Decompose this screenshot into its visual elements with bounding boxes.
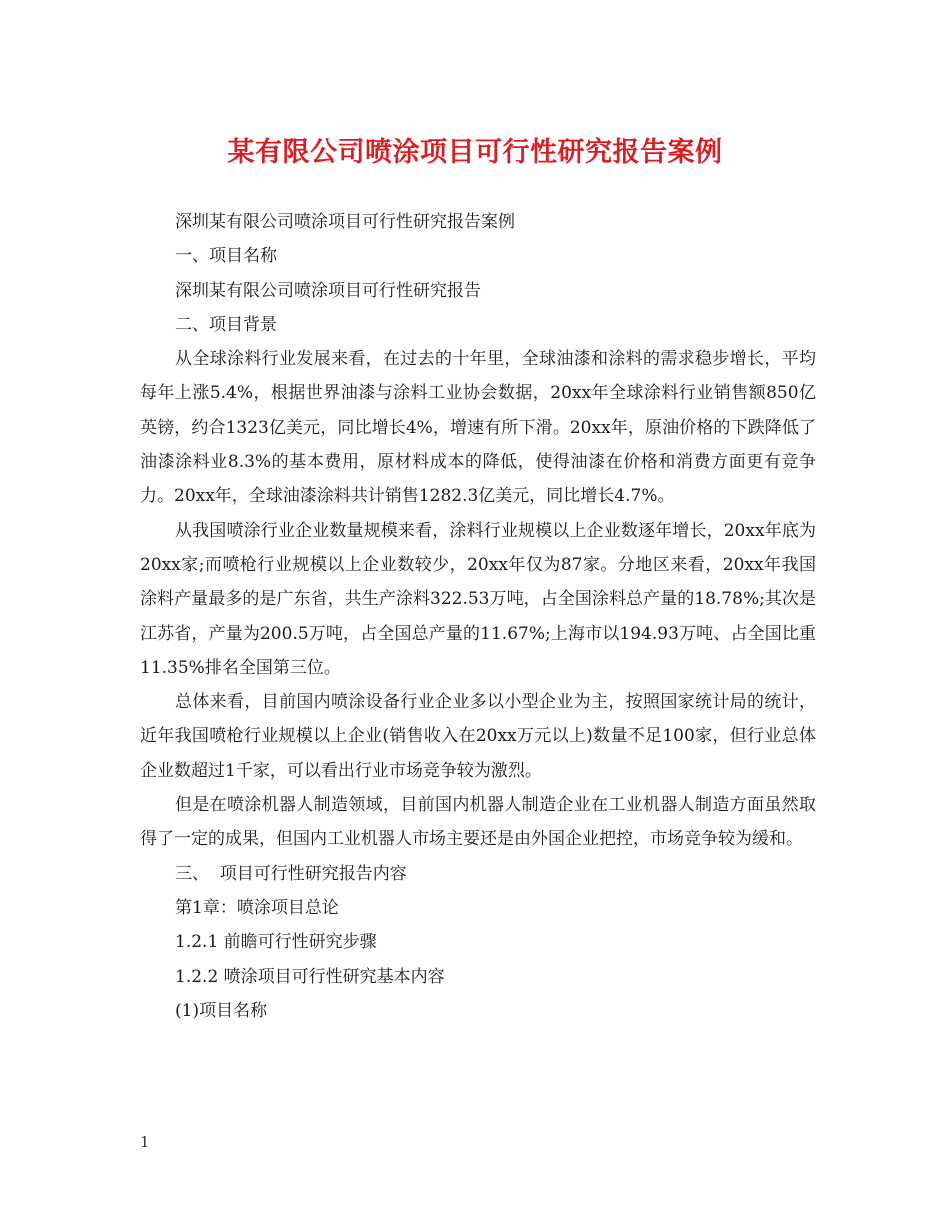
subtitle-line: 深圳某有限公司喷涂项目可行性研究报告案例 <box>175 212 515 232</box>
project-name-line: 深圳某有限公司喷涂项目可行性研究报告 <box>175 280 481 301</box>
paragraph-domestic-scale: 从我国喷涂行业企业数量规模来看，涂料行业规模以上企业数逐年增长，20xx年底为20xx家;而喷枪行业规模以上企业数较少，20xx年仅为87家。分地区来看，20xx年我国涂料产量最多的是广东省，共生产涂料322.53万吨，占全国涂料总产量的18.78%;其次是江苏省，产量为200.5万吨，占全国总产量的11.67%;上海市以194.93万吨、占全国比重11.35%排名全国第三位。 <box>140 520 816 678</box>
item-project-name: (1)项目名称 <box>175 1000 268 1021</box>
subsection-1-2-1: 1.2.1 前瞻可行性研究步骤 <box>175 932 377 953</box>
paragraph-global-market: 从全球涂料行业发展来看，在过去的十年里，全球油漆和涂料的需求稳步增长，平均每年上涨5.4%，根据世界油漆与涂料工业协会数据，20xx年全球涂料行业销售额850亿英镑，约合1323亿美元，同比增长4%，增速有所下滑。20xx年，原油价格的下跌降低了油漆涂料业8.3%的基本费用，原材料成本的降低，使得油漆在价格和消费方面更有竞争力。20xx年，全球油漆涂料共计销售1282.3亿美元，同比增长4.7%。 <box>140 349 816 507</box>
page-number: 1 <box>140 1133 150 1151</box>
subsection-1-2-2: 1.2.2 喷涂项目可行性研究基本内容 <box>175 966 445 987</box>
section-heading-project-name: 一、项目名称 <box>175 246 277 267</box>
paragraph-competition: 总体来看，目前国内喷涂设备行业企业多以小型企业为主，按照国家统计局的统计，近年我国喷枪行业规模以上企业(销售收入在20xx万元以上)数量不足100家，但行业总体企业数超过1千家，可以看出行业市场竞争较为激烈。 <box>140 692 816 781</box>
section-heading-background: 二、项目背景 <box>175 314 277 335</box>
document-body <box>140 205 816 1028</box>
document-title: 某有限公司喷涂项目可行性研究报告案例 <box>227 137 723 168</box>
paragraph-robotics: 但是在喷涂机器人制造领域，目前国内机器人制造企业在工业机器人制造方面虽然取得了一定的成果，但国内工业机器人市场主要还是由外国企业把控，市场竞争较为缓和。 <box>140 795 816 850</box>
chapter-1-heading: 第1章：喷涂项目总论 <box>175 897 339 918</box>
section-heading-report-content: 三、 项目可行性研究报告内容 <box>175 863 407 884</box>
